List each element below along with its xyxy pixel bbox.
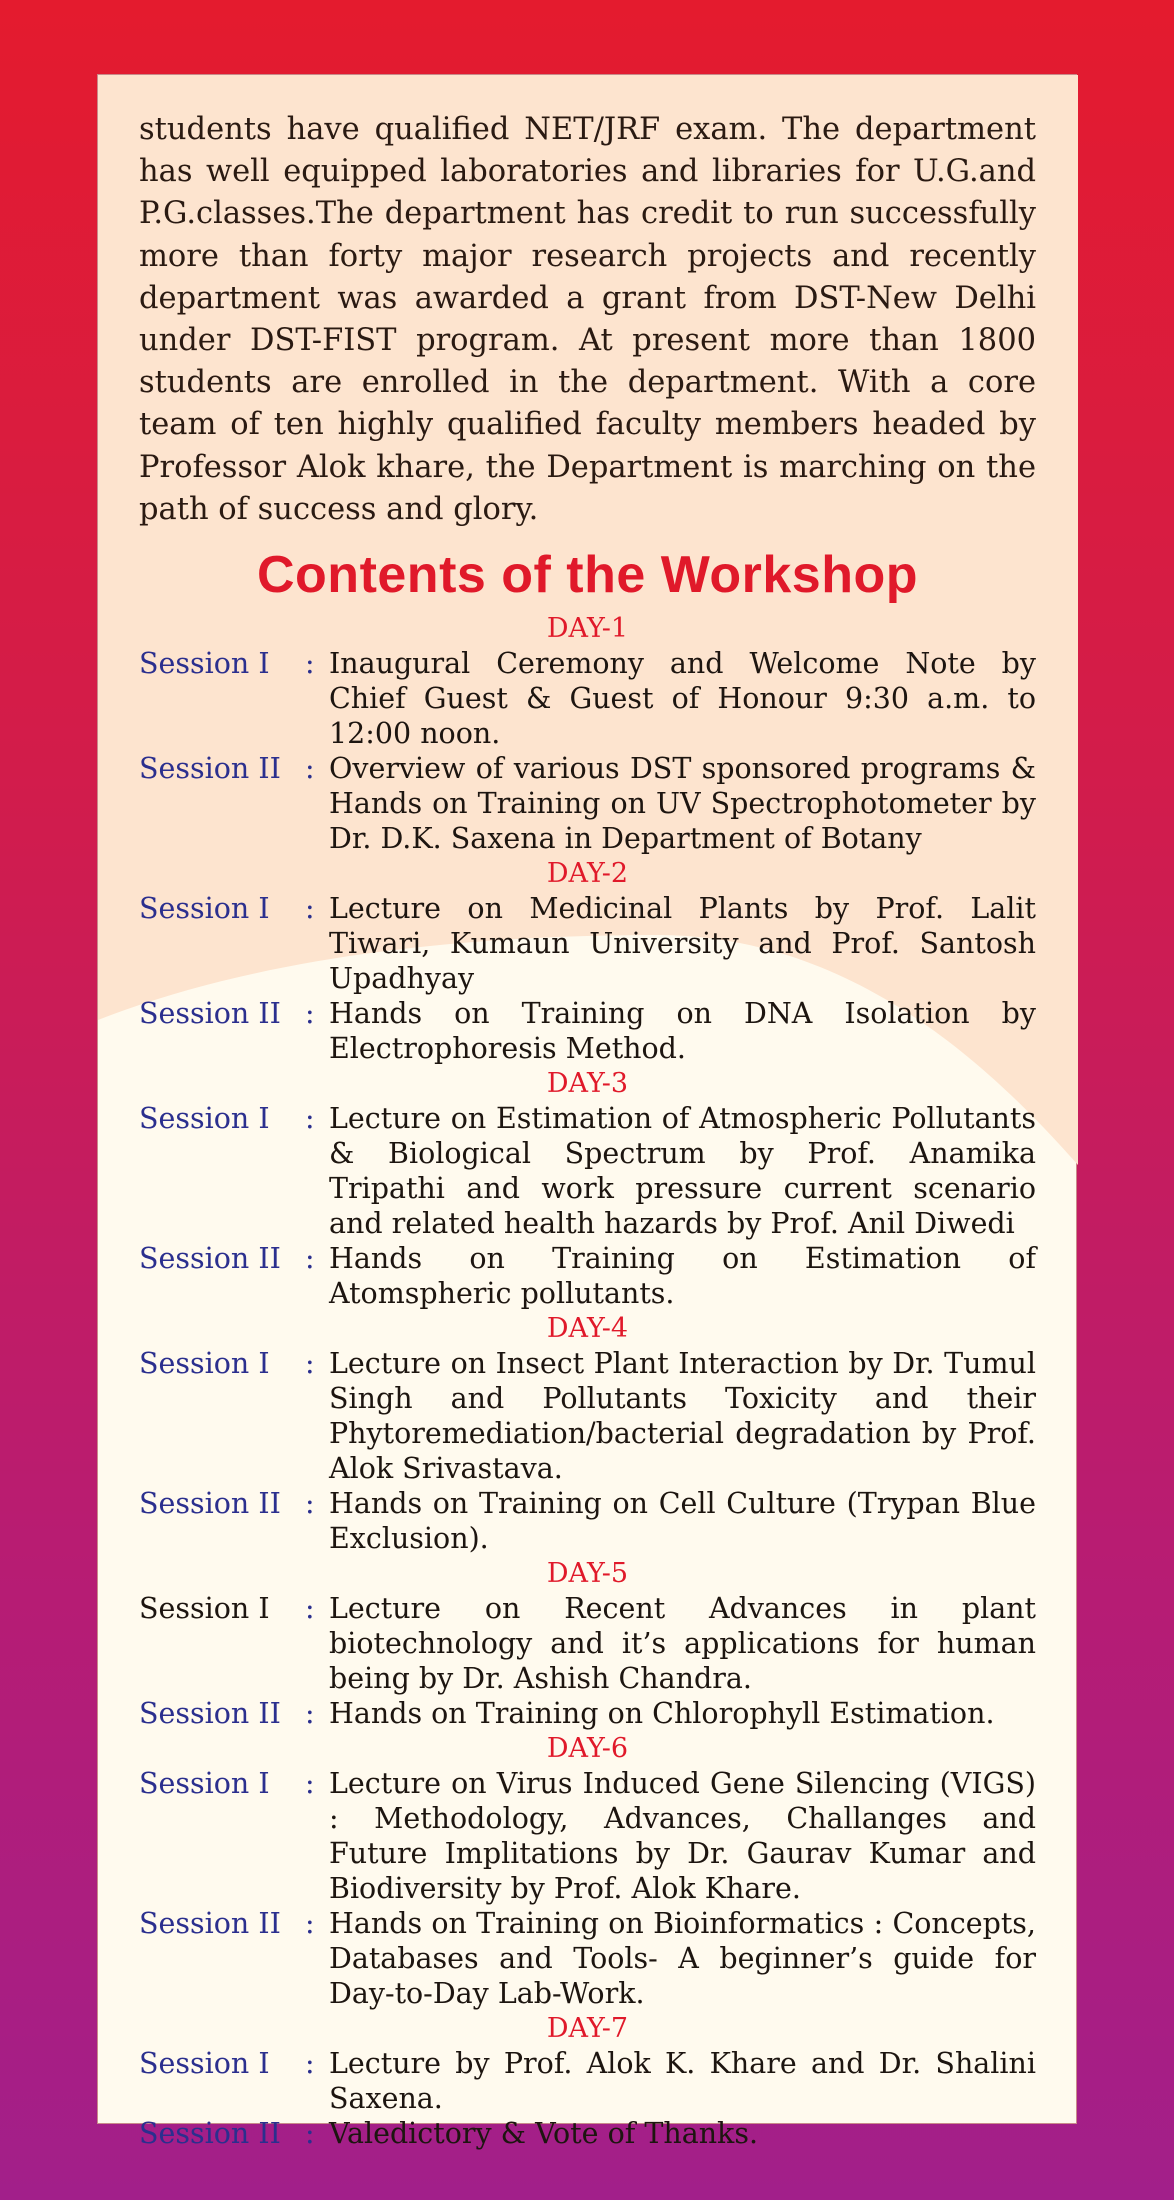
session-separator: : [305,1242,315,1276]
session-row [139,996,1036,1066]
session-label: Session II [139,1697,281,1731]
session-label: Session I [139,2047,270,2081]
brochure-content [98,109,1076,2151]
session-separator: : [305,1767,315,1801]
session-separator: : [305,2117,315,2151]
session-description: Valedictory & Vote of Thanks. [329,2117,759,2151]
session-label: Session I [139,1347,270,1381]
session-separator: : [305,892,315,926]
session-description: Lecture by Prof. Alok K. Khare and Dr. Shalini Saxena. [329,2047,1036,2116]
session-description: Lecture on Virus Induced Gene Silencing (VIGS) : Methodology, Advances, Challanges and Future Implitations by Dr. Gaurav Kumar and Biodiversity by Prof. Alok Khare. [329,1767,1036,1906]
session-description: Hands on Training on Cell Culture (Trypan Blue Exclusion). [329,1487,1036,1556]
session-description: Lecture on Insect Plant Interaction by Dr. Tumul Singh and Pollutants Toxicity and their Phytoremediation/bacterial degradation by Prof. Alok Srivastava. [329,1347,1036,1486]
session-separator: : [305,1102,315,1136]
session-row [139,1766,1036,1906]
session-label: Session II [139,1487,281,1521]
session-row [139,2116,1036,2151]
session-description: Hands on Training on DNA Isolation by Electrophoresis Method. [329,997,1036,1066]
session-row [139,891,1036,996]
department-intro-paragraph: students have qualified NET/JRF exam. The department has well equipped laboratories and libraries for U.G.and P.G.classes.The department has credit to run successfully more than forty major research projects and recently department was awarded a grant from DST-New Delhi under DST-FIST program. At present more than 1800 students are enrolled in the department. With a core team of ten highly qualified faculty members headed by Professor Alok khare, the Department is marching on the path of success and glory. [139,112,1036,527]
workshop-schedule [139,611,1036,2151]
workshop-contents-title: Contents of the Workshop [256,546,918,605]
session-label: Session I [139,647,270,681]
session-label: Session I [139,892,270,926]
day-heading: DAY-3 [546,1068,629,1100]
session-description: Lecture on Medicinal Plants by Prof. Lalit Tiwari, Kumaun University and Prof. Santosh Upadhyay [329,892,1036,996]
session-description: Overview of various DST sponsored programs & Hands on Training on UV Spectrophotometer by Dr. D.K. Saxena in Department of Botany [329,752,1036,856]
session-description: Hands on Training on Bioinformatics : Concepts, Databases and Tools- A beginner’s guide for Day-to-Day Lab-Work. [329,1907,1036,2011]
day-heading: DAY-1 [546,613,629,645]
session-separator: : [305,1487,315,1521]
session-label: Session II [139,1242,281,1276]
session-description: Hands on Training on Chlorophyll Estimation. [329,1697,995,1731]
session-separator: : [305,1347,315,1381]
day-heading: DAY-7 [546,2013,629,2045]
session-separator: : [305,1697,315,1731]
brochure-panel [97,74,1077,2151]
session-label: Session I [139,1767,270,1801]
session-label: Session I [139,1592,270,1626]
session-separator: : [305,1592,315,1626]
session-separator: : [305,1907,315,1941]
session-row [139,2046,1036,2116]
day-heading: DAY-5 [546,1558,629,1590]
session-row [139,1696,1036,1731]
session-row [139,751,1036,856]
session-label: Session II [139,2117,281,2151]
session-separator: : [305,752,315,786]
session-label: Session II [139,997,281,1031]
session-separator: : [305,2047,315,2081]
day-heading: DAY-4 [546,1313,629,1345]
day-heading: DAY-2 [546,858,629,890]
session-row [139,1346,1036,1486]
session-row [139,1591,1036,1696]
session-separator: : [305,647,315,681]
session-row [139,1906,1036,2011]
session-description: Inaugural Ceremony and Welcome Note by Chief Guest & Guest of Honour 9:30 a.m. to 12:00 noon. [329,647,1036,751]
session-description: Hands on Training on Estimation of Atomspheric pollutants. [329,1242,1036,1311]
session-row [139,1241,1036,1311]
session-separator: : [305,997,315,1031]
session-label: Session II [139,1907,281,1941]
session-description: Lecture on Estimation of Atmospheric Pollutants & Biological Spectrum by Prof. Anamika Tripathi and work pressure current scenario and related health hazards by Prof. Anil Diwedi [329,1102,1036,1241]
session-description: Lecture on Recent Advances in plant biotechnology and it’s applications for human being by Dr. Ashish Chandra. [329,1592,1036,1696]
session-row [139,1486,1036,1556]
session-label: Session II [139,752,281,786]
session-label: Session I [139,1102,270,1136]
session-row [139,1101,1036,1241]
day-heading: DAY-6 [546,1733,629,1765]
session-row [139,646,1036,751]
